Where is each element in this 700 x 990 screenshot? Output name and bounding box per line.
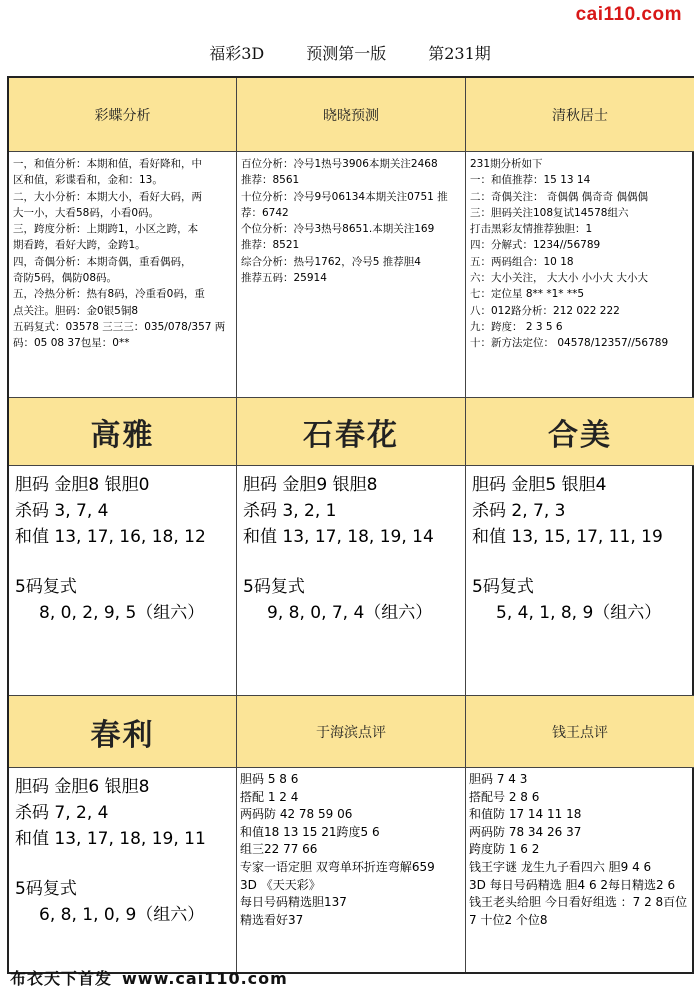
commentary-line: 两码防 78 34 26 37 — [469, 824, 582, 839]
fushi-numbers: 8, 0, 2, 9, 5（组六） — [39, 603, 205, 623]
expert-name-gaoya: 高雅 — [9, 398, 237, 466]
commentary-line: 专家一语定胆 双弯单环折连弯解659 — [240, 859, 435, 874]
analysis-line: 四，奇偶分析：本期奇偶，重看偶码， — [13, 255, 192, 268]
dan-line: 胆码 金胆9 银胆8 — [243, 475, 378, 495]
commentary-header-yuhaibin: 于海滨点评 — [237, 696, 466, 768]
analysis-line: 码：05 08 37包星：0** — [13, 337, 130, 350]
expert-prediction-shichunhua — [237, 466, 466, 696]
sha-line: 杀码 3, 2, 1 — [243, 501, 337, 521]
commentary-line: 组三22 77 66 — [240, 842, 318, 857]
dan-line: 胆码 金胆5 银胆4 — [472, 475, 607, 495]
commentary-line: 3D 《天天彩》 — [240, 877, 321, 892]
commentary-line: 胆码 5 8 6 — [240, 772, 299, 786]
analysis-line: 奇防5码，偶防08码。 — [13, 272, 118, 285]
fushi-numbers: 9, 8, 0, 7, 4（组六） — [267, 603, 433, 623]
analysis-line: 八：012路分析：212 022 222 — [470, 304, 620, 317]
dan-line: 胆码 金胆8 银胆0 — [15, 475, 150, 495]
analysis-line: 一：和值推荐：15 13 14 — [470, 174, 591, 187]
fushi-label: 5码复式 — [243, 577, 305, 597]
footer-url: www.cai110.com — [122, 969, 288, 988]
hezhi-line: 和值 13, 17, 16, 18, 12 — [15, 527, 206, 547]
sha-line: 杀码 2, 7, 3 — [472, 501, 566, 521]
fushi-label: 5码复式 — [15, 577, 77, 597]
fushi-label: 5码复式 — [15, 879, 77, 899]
expert-name-chunli: 春利 — [9, 696, 237, 768]
expert-prediction-hemei — [466, 466, 694, 696]
column-header-qingqiu: 清秋居士 — [466, 78, 694, 152]
expert-prediction-chunli — [9, 768, 237, 972]
analysis-line: 推荐：8521 — [241, 239, 300, 252]
analysis-line: 打击黑彩友情推荐独胆：1 — [470, 223, 593, 236]
sha-line: 杀码 3, 7, 4 — [15, 501, 109, 521]
analysis-line: 二，大小分析：本期大小，看好大码，两 — [13, 190, 202, 203]
commentary-line: 胆码 7 4 3 — [469, 772, 528, 786]
analysis-line: 九：跨度： 2 3 5 6 — [470, 320, 563, 333]
footer-banner — [10, 966, 288, 989]
analysis-line: 三：胆码关注108复试14578组六 — [470, 206, 629, 219]
analysis-line: 综合分析：热号1762，冷号5 推荐胆4 — [241, 255, 421, 268]
analysis-line: 个位分析：冷号3热号8651.本期关注169 — [241, 223, 435, 236]
caidie-analysis — [9, 152, 237, 398]
yuhaibin-commentary — [237, 768, 466, 972]
analysis-line: 区和值，彩谍看和，金和：13。 — [13, 174, 163, 187]
commentary-line: 精选看好37 — [240, 912, 304, 927]
commentary-header-qianwang: 钱王点评 — [466, 696, 694, 768]
analysis-line: 五：两码组合：10 18 — [470, 255, 574, 268]
hezhi-line: 和值 13, 17, 18, 19, 11 — [15, 829, 206, 849]
column-header-xiaoxiao: 晓晓预测 — [237, 78, 466, 152]
edition-label: 预测第一版 — [306, 43, 387, 63]
page-header — [0, 28, 700, 76]
analysis-line: 231期分析如下 — [470, 158, 543, 170]
sha-line: 杀码 7, 2, 4 — [15, 803, 109, 823]
analysis-line: 七：定位星 8** *1* **5 — [470, 288, 585, 301]
commentary-line: 跨度防 1 6 2 — [469, 842, 540, 857]
analysis-line: 大一小，大看58码，小看0码。 — [13, 206, 160, 219]
footer-slogan: 布衣天下首发 — [10, 969, 113, 988]
analysis-line: 五，冷热分析：热有8码，冷重看0码，重 — [13, 288, 205, 301]
commentary-line: 钱王老头给胆 今日看好组选 ：7 2 8百位7 十位2 个位8 — [469, 895, 688, 927]
commentary-line: 两码防 42 78 59 06 — [240, 807, 353, 822]
analysis-line: 二：奇偶关注： 奇偶偶 偶奇奇 偶偶偶 — [470, 190, 649, 203]
qianwang-commentary — [466, 768, 694, 972]
analysis-line: 六：大小关注， 大大小 小小大 大小大 — [470, 272, 649, 285]
lottery-name: 福彩3D — [209, 43, 265, 63]
analysis-line: 三，跨度分析：上期跨1，小区之跨，本 — [13, 223, 199, 236]
analysis-line: 十：新方法定位： 04578/12357//56789 — [470, 337, 669, 350]
analysis-line: 十位分析：冷号9号06134本期关注0751 推 — [241, 190, 448, 203]
column-header-caidie: 彩蝶分析 — [9, 78, 237, 152]
expert-name-shichunhua: 石春花 — [237, 398, 466, 466]
issue-label: 第231期 — [428, 43, 491, 63]
fushi-label: 5码复式 — [472, 577, 534, 597]
analysis-line: 五码复式：03578 三三三：035/078/357 两 — [13, 320, 226, 333]
commentary-line: 和值防 17 14 11 18 — [469, 807, 582, 822]
analysis-line: 荐：6742 — [241, 206, 289, 219]
prediction-grid — [7, 76, 694, 974]
commentary-line: 钱王字谜 龙生九子看四六 胆9 4 6 — [469, 859, 652, 874]
brand-logo: cai110.com — [575, 4, 682, 25]
commentary-line: 每日号码精选胆137 — [240, 895, 347, 910]
commentary-line: 搭配 1 2 4 — [240, 789, 299, 804]
analysis-line: 推荐五码：25914 — [241, 272, 327, 285]
qingqiu-analysis — [466, 152, 694, 398]
analysis-line: 百位分析：冷号1热号3906本期关注2468 — [241, 158, 438, 170]
commentary-line: 3D 每日号码精选 胆4 6 2每日精选2 6 — [469, 877, 676, 892]
analysis-line: 一，和值分析：本期和值，看好降和，中 — [13, 158, 202, 170]
dan-line: 胆码 金胆6 银胆8 — [15, 777, 150, 797]
commentary-line: 搭配号 2 8 6 — [469, 789, 540, 804]
fushi-numbers: 6, 8, 1, 0, 9（组六） — [39, 905, 205, 925]
analysis-line: 推荐：8561 — [241, 174, 300, 187]
hezhi-line: 和值 13, 15, 17, 11, 19 — [472, 527, 663, 547]
analysis-line: 期看跨，看好大跨，金跨1。 — [13, 239, 146, 252]
fushi-numbers: 5, 4, 1, 8, 9（组六） — [496, 603, 662, 623]
commentary-line: 和值18 13 15 21跨度5 6 — [240, 824, 380, 839]
xiaoxiao-analysis — [237, 152, 466, 398]
analysis-line: 点关注。胆码：金0银5铜8 — [13, 304, 139, 317]
expert-name-hemei: 合美 — [466, 398, 694, 466]
hezhi-line: 和值 13, 17, 18, 19, 14 — [243, 527, 434, 547]
expert-prediction-gaoya — [9, 466, 237, 696]
analysis-line: 四：分解式：1234//56789 — [470, 239, 601, 252]
